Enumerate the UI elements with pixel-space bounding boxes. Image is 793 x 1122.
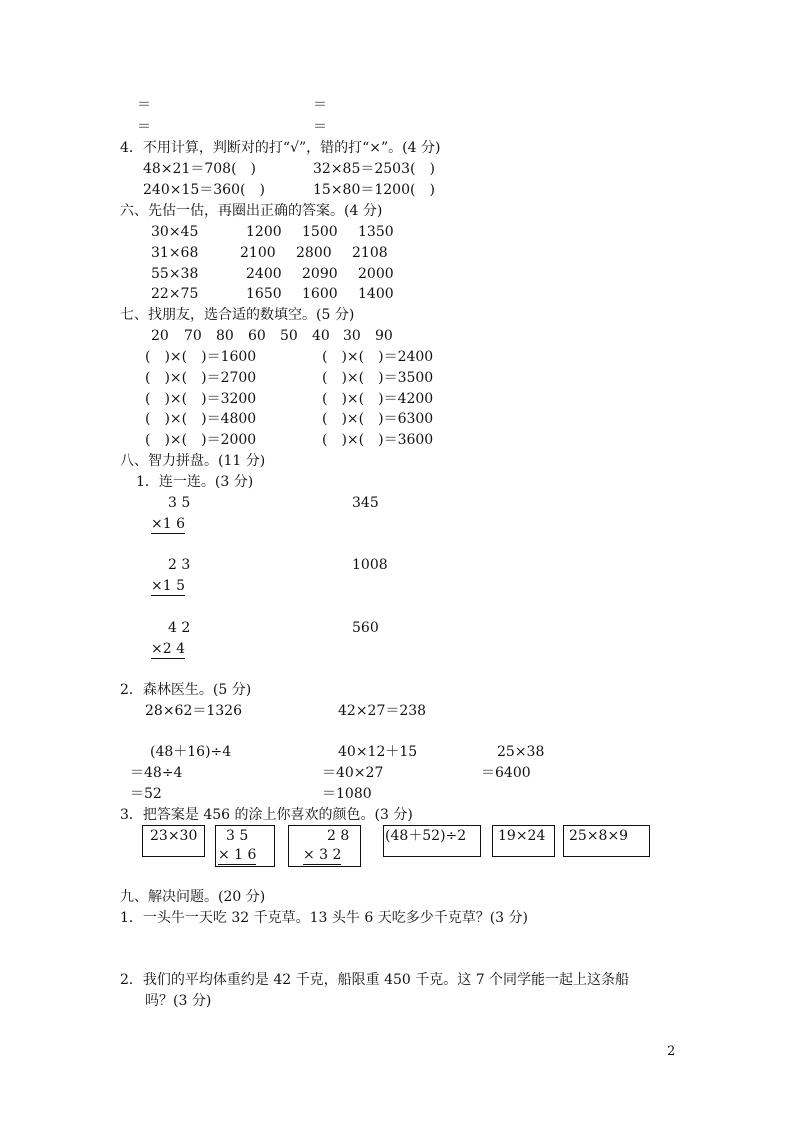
estimate-expression: 22×75 <box>151 286 199 302</box>
fill-blank-equation[interactable]: ( )×( )＝2400 <box>322 349 434 365</box>
fill-blank-equation[interactable]: ( )×( )＝1600 <box>145 349 257 365</box>
fill-blank-equation[interactable]: ( )×( )＝4800 <box>145 411 257 427</box>
box-expression: × 3 2 <box>303 847 342 863</box>
check-step: 40×12＋15 <box>338 744 418 760</box>
estimate-option[interactable]: 2400 <box>246 266 282 282</box>
estimate-option[interactable]: 2800 <box>296 245 332 261</box>
page-number: 2 <box>667 1044 676 1059</box>
section-6-heading: 六、先估一估，再圈出正确的答案。(4 分) <box>120 203 383 219</box>
judge-item: 32×85＝2503( ) <box>313 161 435 177</box>
word-problem: 2．我们的平均体重约是 42 千克，船限重 450 千克。这 7 个同学能一起上这条船 <box>120 972 630 988</box>
estimate-option[interactable]: 1400 <box>358 286 394 302</box>
estimate-option[interactable]: 2108 <box>352 245 388 261</box>
fill-blank-equation[interactable]: ( )×( )＝3200 <box>145 391 257 407</box>
answer-box[interactable] <box>215 825 275 867</box>
estimate-option[interactable]: 1600 <box>302 286 338 302</box>
check-step: (48＋16)÷4 <box>150 744 232 760</box>
check-step: 25×38 <box>497 744 545 760</box>
equals-sign: ＝ <box>137 97 151 113</box>
estimate-option[interactable]: 1350 <box>358 224 394 240</box>
box-expression: 23×30 <box>150 828 198 844</box>
multiplier: ×1 5 <box>151 578 185 594</box>
estimate-option[interactable]: 2100 <box>240 245 276 261</box>
check-step: ＝1080 <box>322 786 372 802</box>
box-expression: 19×24 <box>498 828 546 844</box>
check-step: ＝6400 <box>481 765 531 781</box>
box-expression: 2 8 <box>327 828 350 844</box>
match-answer[interactable]: 345 <box>352 495 379 511</box>
check-step: ＝48÷4 <box>130 765 183 781</box>
multiplicand: 2 3 <box>168 557 191 573</box>
estimate-expression: 55×38 <box>151 266 199 282</box>
match-answer[interactable]: 560 <box>352 620 379 636</box>
check-step: ＝40×27 <box>322 765 384 781</box>
multiplicand: 4 2 <box>168 620 191 636</box>
candidate-number: 90 <box>375 328 393 344</box>
candidate-number: 20 <box>151 328 169 344</box>
candidate-number: 30 <box>343 328 361 344</box>
box-expression: 25×8×9 <box>569 828 629 844</box>
multiplicand: 3 5 <box>168 495 191 511</box>
answer-box[interactable] <box>492 825 555 857</box>
judge-item: 48×21＝708( ) <box>143 161 257 177</box>
multiplier: ×2 4 <box>151 641 185 657</box>
section-8-heading: 八、智力拼盘。(11 分) <box>120 453 266 469</box>
candidate-number: 70 <box>184 328 202 344</box>
estimate-expression: 31×68 <box>151 245 199 261</box>
part-2-heading: 2．森林医生。(5 分) <box>120 682 252 698</box>
fill-blank-equation[interactable]: ( )×( )＝2000 <box>145 432 257 448</box>
equals-sign: ＝ <box>313 119 327 135</box>
candidate-number: 50 <box>280 328 298 344</box>
match-answer[interactable]: 1008 <box>352 557 388 573</box>
fill-blank-equation[interactable]: ( )×( )＝2700 <box>145 370 257 386</box>
check-equation: 28×62＝1326 <box>145 703 242 719</box>
equals-sign: ＝ <box>313 97 327 113</box>
estimate-option[interactable]: 2000 <box>358 266 394 282</box>
fill-blank-equation[interactable]: ( )×( )＝3500 <box>322 370 434 386</box>
part-1-heading: 1．连一连。(3 分) <box>136 474 254 490</box>
candidate-number: 40 <box>312 328 330 344</box>
part-3-heading: 3．把答案是 456 的涂上你喜欢的颜色。(3 分) <box>120 807 413 823</box>
box-expression: (48＋52)÷2 <box>385 828 467 844</box>
box-expression: × 1 6 <box>218 847 257 863</box>
word-problem-continued: 吗？(3 分) <box>145 993 212 1009</box>
answer-box[interactable] <box>288 825 361 867</box>
box-expression: 3 5 <box>226 828 249 844</box>
estimate-expression: 30×45 <box>151 224 199 240</box>
judge-item: 15×80＝1200( ) <box>313 182 435 198</box>
fill-blank-equation[interactable]: ( )×( )＝6300 <box>322 411 434 427</box>
multiplier: ×1 6 <box>151 516 185 532</box>
equals-sign: ＝ <box>137 119 151 135</box>
section-7-heading: 七、找朋友，选合适的数填空。(5 分) <box>120 307 355 323</box>
estimate-option[interactable]: 1500 <box>302 224 338 240</box>
candidate-number: 80 <box>216 328 234 344</box>
section-9-heading: 九、解决问题。(20 分) <box>120 889 266 905</box>
check-step: ＝52 <box>130 786 162 802</box>
answer-box[interactable] <box>383 825 481 857</box>
estimate-option[interactable]: 1200 <box>246 224 282 240</box>
judge-item: 240×15＝360( ) <box>143 182 265 198</box>
answer-box[interactable] <box>563 825 650 857</box>
answer-box[interactable] <box>142 825 205 857</box>
candidate-number: 60 <box>248 328 266 344</box>
word-problem: 1．一头牛一天吃 32 千克草。13 头牛 6 天吃多少千克草？(3 分) <box>120 910 528 926</box>
estimate-option[interactable]: 1650 <box>246 286 282 302</box>
fill-blank-equation[interactable]: ( )×( )＝4200 <box>322 391 434 407</box>
check-equation: 42×27＝238 <box>338 703 427 719</box>
fill-blank-equation[interactable]: ( )×( )＝3600 <box>322 432 434 448</box>
estimate-option[interactable]: 2090 <box>302 266 338 282</box>
question-4-heading: 4．不用计算，判断对的打“√”，错的打“×”。(4 分) <box>120 140 441 156</box>
